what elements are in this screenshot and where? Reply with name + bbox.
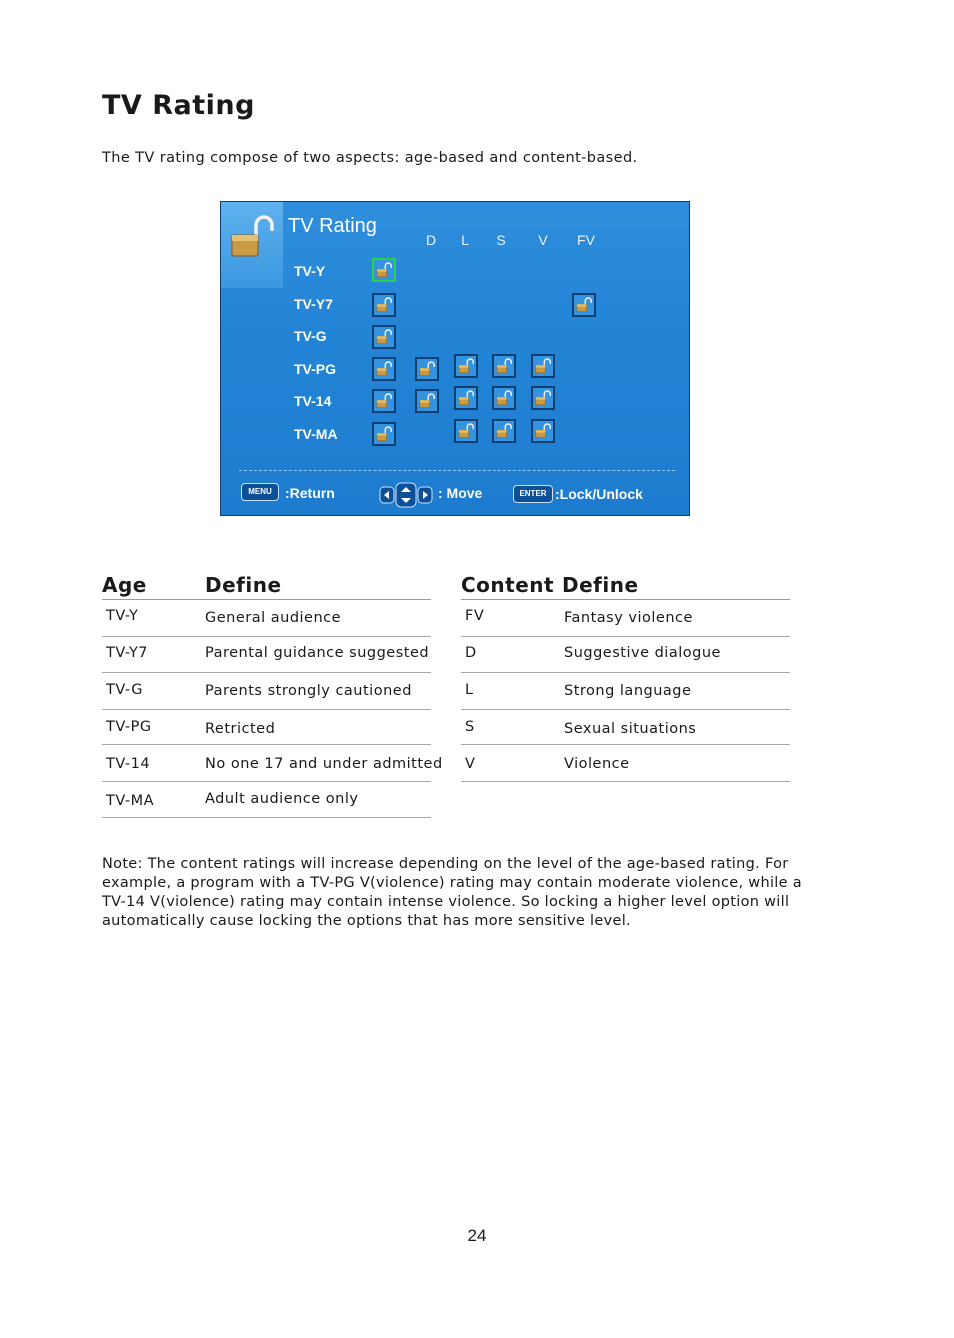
age-rating: TV-14: [106, 756, 151, 772]
content-code: FV: [465, 608, 485, 624]
tv-rating-osd: [220, 201, 690, 516]
padlock-icon: [533, 356, 553, 376]
row-divider: [461, 709, 790, 710]
lock-toggle-tv-ma-s[interactable]: [492, 419, 516, 443]
content-table-rule: [461, 599, 790, 600]
row-divider: [102, 636, 431, 637]
padlock-icon: [417, 359, 437, 379]
age-rating: TV-MA: [106, 793, 155, 809]
padlock-icon: [494, 421, 514, 441]
osd-header-corner: [221, 202, 283, 288]
lock-toggle-tv-pg-s[interactable]: [492, 354, 516, 378]
lock-toggle-tv-g-all[interactable]: [372, 325, 396, 349]
content-definition: Sexual situations: [564, 721, 697, 737]
note-paragraph: Note: The content ratings will increase depending on the level of the age-based rating. For example, a program with a TV-PG V(violence) rating may contain moderate violence, while a TV-14 V(violence) rating may contain intense violence. So locking a higher level option will automatically cause locking the options that has more sensitive level.: [102, 856, 802, 929]
lock-toggle-tv-14-l[interactable]: [454, 386, 478, 410]
row-label-tv-pg: TV-PG: [294, 361, 337, 377]
content-definition: Violence: [564, 756, 630, 772]
padlock-icon: [494, 388, 514, 408]
lock-toggle-tv-ma-v[interactable]: [531, 419, 555, 443]
row-divider: [102, 672, 431, 673]
lock-toggle-tv-y7-all[interactable]: [372, 293, 396, 317]
padlock-icon: [417, 391, 437, 411]
age-define-header: Define: [205, 573, 282, 597]
age-rating: TV-Y7: [106, 645, 149, 661]
lock-toggle-tv-pg-d[interactable]: [415, 357, 439, 381]
content-define-header: Define: [562, 573, 639, 597]
padlock-icon: [374, 424, 394, 444]
lock-toggle-tv-ma-l[interactable]: [454, 419, 478, 443]
column-header-l: L: [461, 232, 469, 248]
padlock-icon: [574, 295, 594, 315]
age-rating: TV-Y: [106, 608, 139, 624]
content-code: L: [465, 682, 474, 698]
age-rating: TV-G: [106, 682, 143, 698]
content-code: D: [465, 645, 477, 661]
lock-toggle-tv-14-all[interactable]: [372, 389, 396, 413]
age-rating: TV-PG: [106, 719, 152, 735]
padlock-icon: [374, 327, 394, 347]
lock-toggle-tv-pg-v[interactable]: [531, 354, 555, 378]
row-divider: [461, 781, 790, 782]
content-definition: Strong language: [564, 683, 692, 699]
lock-toggle-tv-pg-l[interactable]: [454, 354, 478, 378]
padlock-icon: [533, 388, 553, 408]
age-definition: Adult audience only: [205, 791, 359, 807]
padlock-icon: [494, 356, 514, 376]
column-header-fv: FV: [577, 232, 595, 248]
menu-key-icon: MENU: [241, 483, 279, 501]
page-number: 24: [467, 1226, 487, 1245]
hint-move: : Move: [438, 485, 483, 501]
row-label-tv-14: TV-14: [294, 393, 332, 409]
column-header-v: V: [538, 232, 548, 248]
column-header-s: S: [496, 232, 506, 248]
row-label-tv-g: TV-G: [294, 328, 327, 344]
padlock-icon: [374, 260, 394, 280]
intro-text: The TV rating compose of two aspects: age-based and content-based.: [102, 150, 638, 166]
content-code: S: [465, 719, 475, 735]
osd-title: TV Rating: [288, 215, 377, 237]
row-divider: [102, 781, 431, 782]
content-definition: Fantasy violence: [564, 610, 693, 626]
hint-lock-unlock: :Lock/Unlock: [555, 486, 643, 502]
padlock-icon: [456, 388, 476, 408]
padlock-icon: [374, 295, 394, 315]
row-divider: [102, 709, 431, 710]
content-code: V: [465, 756, 476, 772]
row-label-tv-y7: TV-Y7: [294, 296, 333, 312]
padlock-icon: [533, 421, 553, 441]
row-divider: [461, 636, 790, 637]
padlock-icon: [230, 213, 276, 259]
content-definition: Suggestive dialogue: [564, 645, 721, 661]
lock-toggle-tv-pg-all[interactable]: [372, 357, 396, 381]
enter-key-icon: ENTER: [513, 485, 553, 503]
lock-toggle-tv-y-all[interactable]: [372, 258, 396, 282]
age-header: Age: [102, 573, 147, 597]
age-definition: Parental guidance suggested: [205, 645, 430, 661]
page-title: TV Rating: [102, 90, 255, 121]
row-divider: [102, 744, 431, 745]
padlock-icon: [374, 359, 394, 379]
padlock-icon: [456, 421, 476, 441]
age-definition: No one 17 and under admitted: [205, 756, 443, 772]
arrow-keys-icon: [379, 482, 435, 508]
age-definition: General audience: [205, 610, 342, 626]
lock-toggle-tv-y7-fv[interactable]: [572, 293, 596, 317]
padlock-icon: [456, 356, 476, 376]
content-header: Content: [461, 573, 555, 597]
row-label-tv-ma: TV-MA: [294, 426, 338, 442]
column-header-d: D: [425, 232, 437, 248]
age-definition: Parents strongly cautioned: [205, 683, 412, 699]
row-divider: [461, 744, 790, 745]
lock-toggle-tv-ma-all[interactable]: [372, 422, 396, 446]
padlock-icon: [374, 391, 394, 411]
lock-toggle-tv-14-v[interactable]: [531, 386, 555, 410]
lock-toggle-tv-14-s[interactable]: [492, 386, 516, 410]
age-definition: Retricted: [205, 721, 276, 737]
age-table-rule: [102, 599, 431, 600]
osd-divider: [239, 470, 675, 471]
row-divider: [461, 672, 790, 673]
lock-toggle-tv-14-d[interactable]: [415, 389, 439, 413]
row-divider: [102, 817, 431, 818]
hint-return: :Return: [285, 485, 335, 501]
row-label-tv-y: TV-Y: [294, 263, 326, 279]
